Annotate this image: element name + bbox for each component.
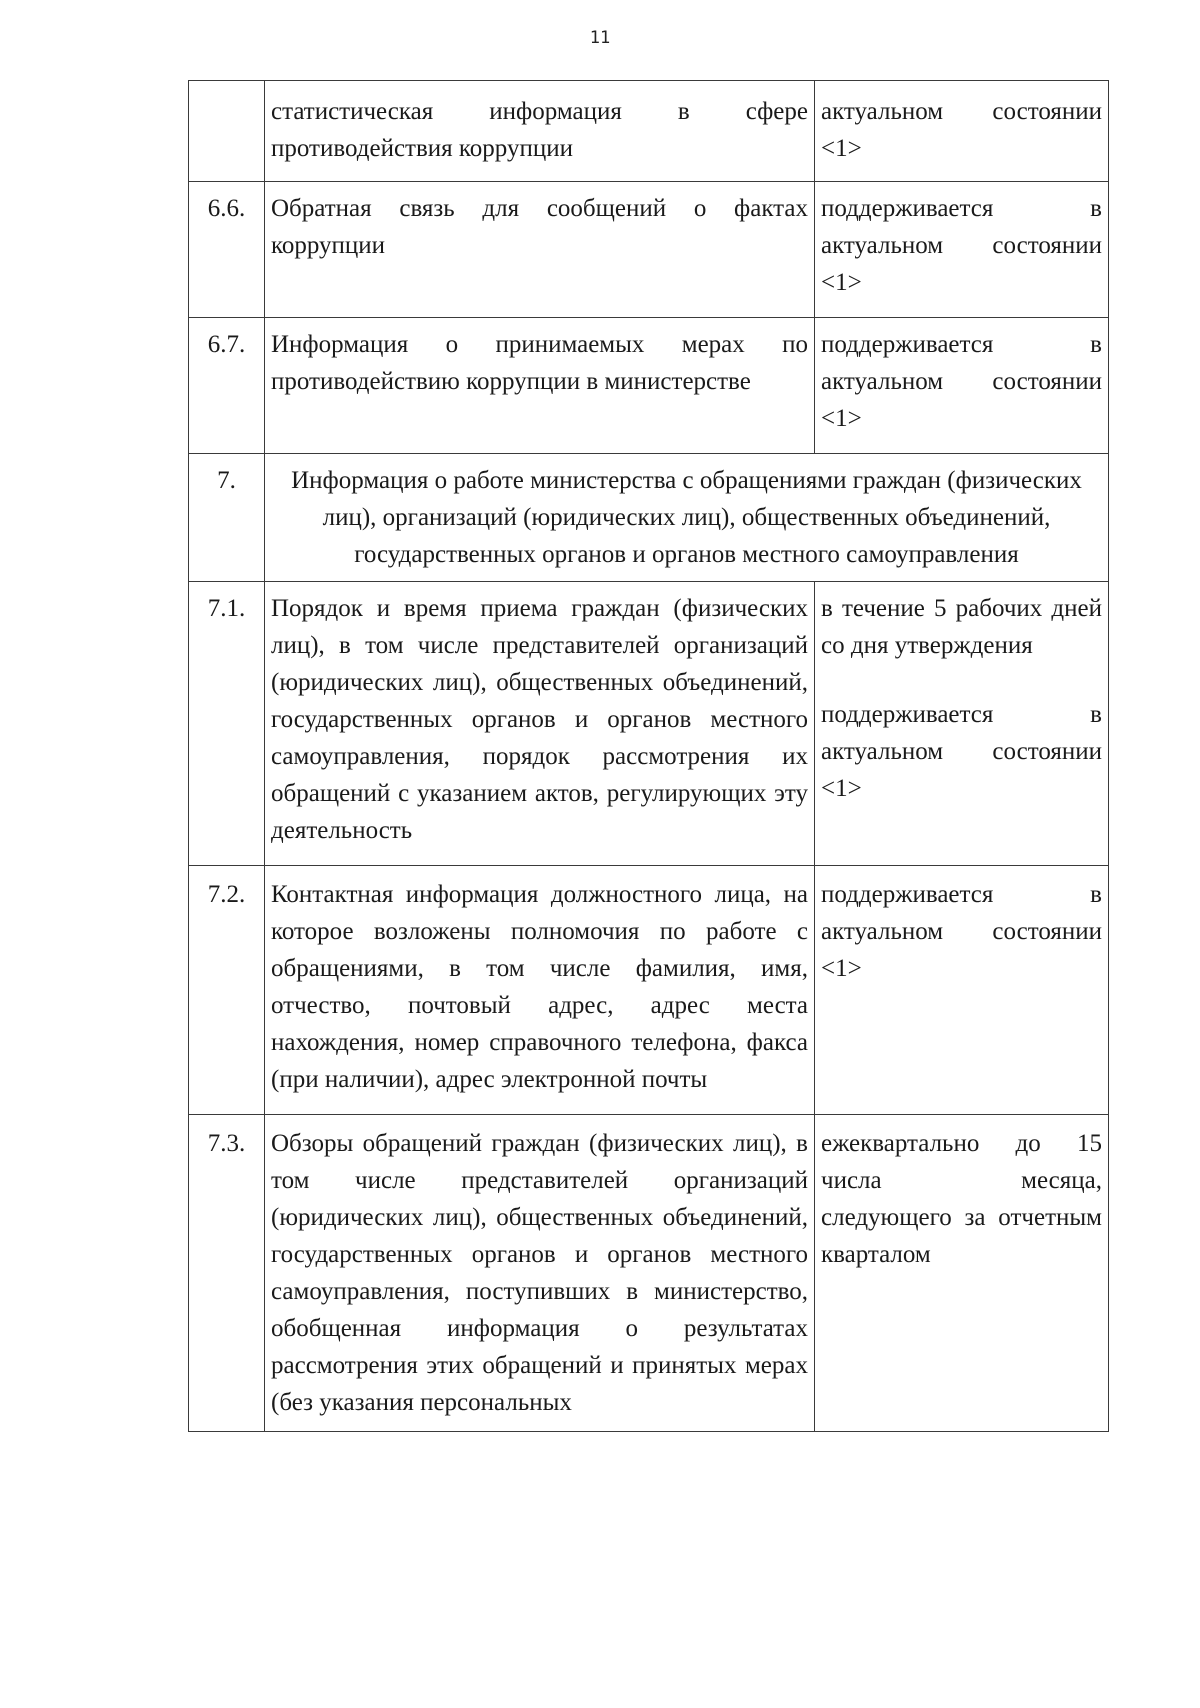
term-text: ежеквартально до 15 числа месяца, следующего за отчетным кварталом <box>821 1130 1102 1268</box>
row-description: Информация о принимаемых мерах по противодействию коррупции в министерстве <box>265 318 815 454</box>
term-text: в течение 5 рабочих дней со дня утверждения <box>821 595 1102 659</box>
section-title: Информация о работе министерства с обращениями граждан (физических лиц), организаций (юридических лиц), общественных объединений, государственных органов и органов местного самоуправления <box>265 454 1109 582</box>
section-number: 7. <box>189 454 265 582</box>
row-description: Порядок и время приема граждан (физических лиц), в том числе представителей организаций (юридических лиц), общественных объединений, государственных органов и органов местного самоуправления, порядок рассмотрения их обращений с указанием актов, регулирующих эту деятельность <box>265 582 815 866</box>
document-table <box>188 80 1109 1432</box>
row-description: Обзоры обращений граждан (физических лиц), в том числе представителей организаций (юридических лиц), общественных объединений, государственных органов и органов местного самоуправления, поступивших в министерство, обобщенная информация о результатах рассмотрения этих обращений и принятых мерах (без указания персональных <box>265 1115 815 1432</box>
term-spacer <box>821 664 1102 696</box>
table-row <box>189 582 1109 866</box>
table-row <box>189 866 1109 1115</box>
row-number: 6.6. <box>189 182 265 318</box>
term-text: поддерживается в актуальном состоянии <1> <box>821 195 1102 296</box>
section-header-row <box>189 454 1109 582</box>
term-text: поддерживается в актуальном состоянии <1> <box>821 331 1102 432</box>
row-term <box>815 182 1109 318</box>
row-term <box>815 1115 1109 1432</box>
page-number: 11 <box>589 28 611 48</box>
row-number: 6.7. <box>189 318 265 454</box>
row-description: Обратная связь для сообщений о фактах коррупции <box>265 182 815 318</box>
row-number: 7.2. <box>189 866 265 1115</box>
row-term <box>815 866 1109 1115</box>
row-number: 7.1. <box>189 582 265 866</box>
row-number: 7.3. <box>189 1115 265 1432</box>
term-text: поддерживается в актуальном состоянии <1> <box>821 881 1102 982</box>
row-term <box>815 582 1109 866</box>
row-number <box>189 81 265 182</box>
row-term <box>815 318 1109 454</box>
table-row <box>189 318 1109 454</box>
term-text: актуальном состоянии <1> <box>821 98 1102 162</box>
row-term <box>815 81 1109 182</box>
row-description: Контактная информация должностного лица, на которое возложены полномочия по работе с обращениями, в том числе фамилия, имя, отчество, почтовый адрес, адрес места нахождения, номер справочного телефона, факса (при наличии), адрес электронной почты <box>265 866 815 1115</box>
table-row <box>189 81 1109 182</box>
row-description: статистическая информация в сфере противодействия коррупции <box>265 81 815 182</box>
table-row <box>189 1115 1109 1432</box>
term-text: поддерживается в актуальном состоянии <1> <box>821 701 1102 802</box>
table-row <box>189 182 1109 318</box>
